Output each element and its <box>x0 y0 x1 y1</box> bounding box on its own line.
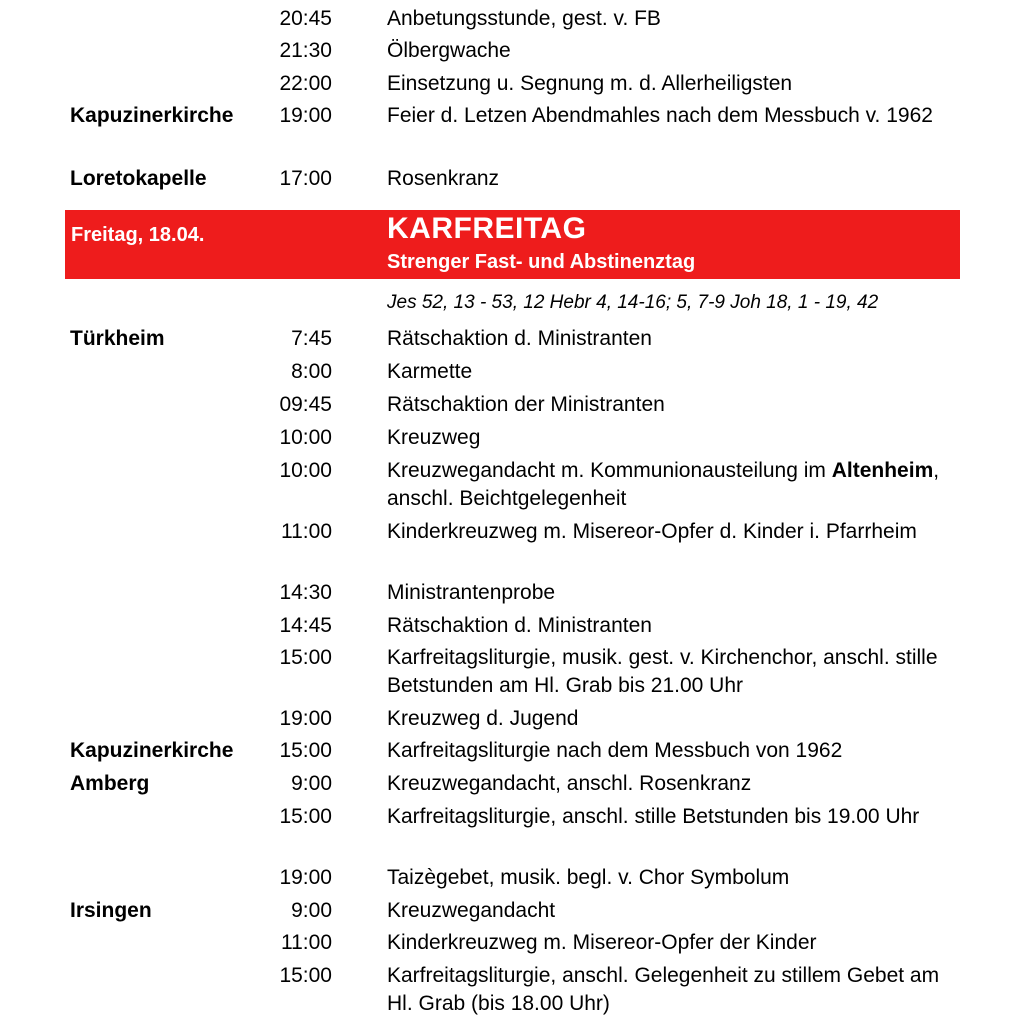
description: Rätschaktion d. Ministranten <box>387 614 652 637</box>
description: Kreuzwegandacht, anschl. Rosenkranz <box>387 772 752 795</box>
description: Einsetzung u. Segnung m. d. Allerheiligsten <box>387 72 793 95</box>
time: 15:00 <box>279 739 332 762</box>
description: Kinderkreuzweg m. Misereor-Opfer d. Kinder i. Pfarrheim <box>387 520 917 543</box>
time: 17:00 <box>279 167 332 190</box>
time: 10:00 <box>279 459 332 482</box>
location: Kapuzinerkirche <box>70 104 234 127</box>
time: 19:00 <box>279 866 332 889</box>
location: Irsingen <box>70 899 152 922</box>
description: Karfreitagsliturgie, anschl. Gelegenheit zu stillem Gebet am Hl. Grab (bis 18.00 Uhr) <box>387 964 940 1015</box>
time: 9:00 <box>291 772 332 795</box>
banner-subtitle: Strenger Fast- und Abstinenztag <box>387 251 696 273</box>
description: Ölbergwache <box>387 39 511 62</box>
time: 14:45 <box>279 614 332 637</box>
location: Türkheim <box>70 327 165 350</box>
description: Kreuzwegandacht <box>387 899 556 922</box>
description: Feier d. Letzen Abendmahles nach dem Messbuch v. 1962 <box>387 104 933 127</box>
scripture-readings: Jes 52, 13 - 53, 12 Hebr 4, 14-16; 5, 7-9 Joh 18, 1 - 19, 42 <box>387 292 879 313</box>
time: 11:00 <box>281 931 332 954</box>
time: 9:00 <box>291 899 332 922</box>
description: Rätschaktion d. Ministranten <box>387 327 652 350</box>
description: Kreuzweg <box>387 426 481 449</box>
description: Karmette <box>387 360 473 383</box>
location: Amberg <box>70 772 150 795</box>
time: 09:45 <box>279 393 332 416</box>
day-banner <box>65 210 960 279</box>
description-highlight: Altenheim <box>831 459 934 482</box>
description-text: , anschl. Beichtgelegenheit <box>387 459 940 510</box>
time: 15:00 <box>279 805 332 828</box>
description: Rosenkranz <box>387 167 500 190</box>
description: Karfreitagsliturgie nach dem Messbuch von 1962 <box>387 739 843 762</box>
time: 19:00 <box>279 707 332 730</box>
banner-date: Freitag, 18.04. <box>71 224 205 246</box>
time: 20:45 <box>279 7 332 30</box>
time: 14:30 <box>279 581 332 604</box>
time: 22:00 <box>279 72 332 95</box>
description: Karfreitagsliturgie, anschl. stille Betstunden bis 19.00 Uhr <box>387 805 920 828</box>
time: 11:00 <box>281 520 332 543</box>
description: Ministrantenprobe <box>387 581 556 604</box>
location: Kapuzinerkirche <box>70 739 234 762</box>
time: 15:00 <box>279 964 332 987</box>
description <box>387 457 967 513</box>
time: 8:00 <box>291 360 332 383</box>
description: Kinderkreuzweg m. Misereor-Opfer der Kinder <box>387 931 817 954</box>
banner-title: KARFREITAG <box>387 212 587 245</box>
description: Taizègebet, musik. begl. v. Chor Symbolum <box>387 866 790 889</box>
time: 21:30 <box>279 39 332 62</box>
time: 15:00 <box>279 646 332 669</box>
description: Rätschaktion der Ministranten <box>387 393 665 416</box>
description-text: Kreuzwegandacht m. Kommunionausteilung im <box>387 459 832 482</box>
time: 10:00 <box>279 426 332 449</box>
time: 7:45 <box>291 327 332 350</box>
description: Anbetungsstunde, gest. v. FB <box>387 7 661 30</box>
time: 19:00 <box>279 104 332 127</box>
description: Kreuzweg d. Jugend <box>387 707 579 730</box>
location: Loretokapelle <box>70 167 207 190</box>
description: Karfreitagsliturgie, musik. gest. v. Kirchenchor, anschl. stille Betstunden am Hl. Grab bis 21.00 Uhr <box>387 646 938 697</box>
